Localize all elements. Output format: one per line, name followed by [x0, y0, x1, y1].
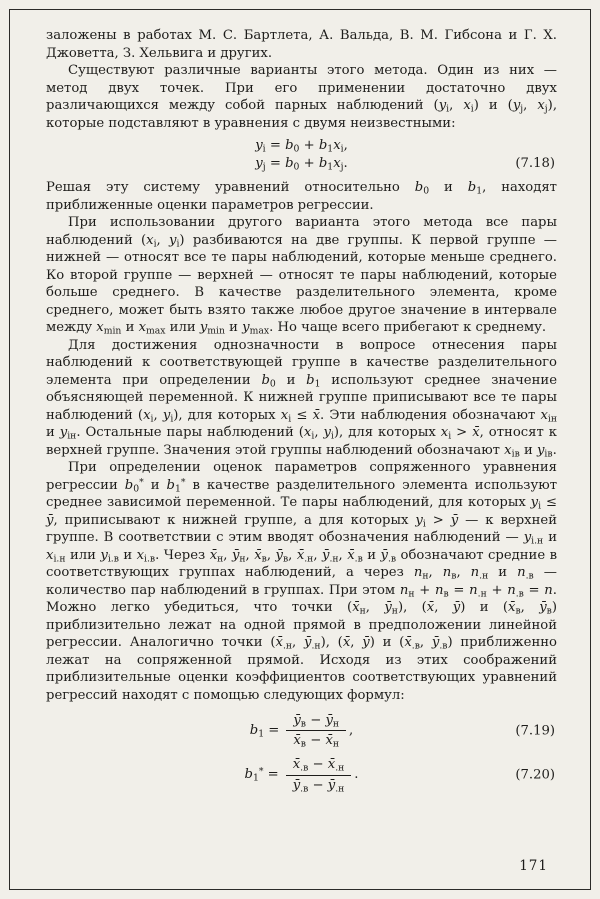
- equation-expression: [244, 757, 359, 795]
- paragraph-authors-continuation: заложены в работах М. С. Бартлета, А. Вальда, В. М. Гибсона и Г. Х. Джоветта, З. Хельвига и других.: [46, 28, 557, 61]
- equation-number: (7.19): [515, 722, 555, 738]
- equation-lhs: $b_1^*$ =: [244, 766, 279, 784]
- fraction-numerator: $x̄_{.в}$ − $x̄_{.н}$: [292, 757, 345, 774]
- equation-7-19: [46, 713, 557, 748]
- paragraph-conjugate-regression: При определении оценок параметров сопряженного уравнения регрессии $b_0^*$ и $b_1^*$ в качестве разделительного элемента используют среднее зависимой переменной. Те пары наблюдений, для которых $y_i$ ≤ ȳ, приписывают к нижней группе, а для которых $y_i$ > ȳ — к верхней группе. В соответствии с этим вводят обозначения наблюдений — $y_{i.н}$ и $x_{i.н}$ или $y_{i.в}$ и $x_{i.в}$. Через $x̄_н$, $ȳ_н$, $x̄_в$, $ȳ_в$, $x̄_{.н}$, $ȳ_{.н}$, $x̄_{.в}$ и $ȳ_{.в}$ обозначают средние в соответствующих группах наблюдений, а через $n_н$, $n_в$, $n_{.н}$ и $n_{.в}$ — количество пар наблюдений в группах. При этом $n_н + n_в = n_{.н} + n_{.в} = n$. Можно легко убедиться, что точки ($x̄_н$, $ȳ_н$), (x̄, ȳ) и ($x̄_в$, $ȳ_в$) приблизительно лежат на одной прямой в предположении линейной регрессии. Аналогично точки ($x̄_{.н}$, $ȳ_{.н}$), (x̄, ȳ) и ($x̄_{.в}$, $ȳ_{.в}$) приближенно лежат на сопряженной прямой. Исходя из этих соображений приблизительные оценки коэффициентов соответствующих уравнений регрессий находят с помощью следующих формул:: [46, 460, 558, 703]
- fraction-denominator: $x̄_в$ − $x̄_н$: [286, 730, 346, 748]
- paragraph-solving-system: Решая эту систему уравнений относительно $b_0$ и $b_1$, находят приближенные оценки параметров регрессии.: [46, 180, 557, 213]
- fraction-denominator: $ȳ_{.в}$ − $ȳ_{.н}$: [286, 775, 352, 793]
- equation-line-1: $y_i = b_0 + b_1x_i$,: [255, 138, 348, 155]
- paragraph-two-groups-variant: При использовании другого варианта этого метода все пары наблюдений ($x_i$, $y_i$) разбиваются на две группы. К первой группе — нижней — относят все те пары наблюдений, которые меньше среднего. Ко второй группе — верхней — относят те пары наблюдений, которые больше среднего. В качестве разделительного элемента, кроме среднего, может быть взято также любое другое значение в интервале между $x_{min}$ и $x_{max}$ или $y_{min}$ и $y_{max}$. Но чаще всего прибегают к среднему.: [46, 215, 557, 337]
- equation-number: (7.20): [515, 767, 555, 783]
- page-number: 171: [519, 858, 548, 874]
- fraction: [286, 757, 352, 795]
- equation-punctuation: ,: [349, 722, 354, 738]
- paragraph-group-assignment: Для достижения однозначности в вопросе отнесения пары наблюдений к соответствующей группе в качестве разделительного элемента при определении $b_0$ и $b_1$ используют среднее значение объясняющей переменной. К нижней группе приписывают все те пары наблюдений ($x_i$, $y_i$), для которых $x_i$ ≤ x̄. Эти наблюдения обозначают $x_{iн}$ и $y_{iн}$. Остальные пары наблюдений ($x_i$, $y_i$), для которых $x_i$ > x̄, относят к верхней группе. Значения этой группы наблюдений обозначают $x_{iв}$ и $y_{iв}$.: [46, 337, 557, 460]
- equation-expression: [250, 713, 354, 748]
- equation-7-18: [46, 137, 557, 173]
- fraction-numerator: $ȳ_в$ − $ȳ_н$: [293, 713, 340, 730]
- equation-7-20: [46, 757, 557, 795]
- equation-line-2: $y_j = b_0 + b_1x_j$.: [255, 156, 348, 173]
- equation-lhs: $b_1$ =: [249, 722, 280, 740]
- text-column: [46, 27, 557, 802]
- fraction: [286, 713, 346, 748]
- equation-number: (7.18): [515, 155, 555, 171]
- equation-lines: [46, 137, 557, 173]
- paragraph-two-point-method: Существуют различные варианты этого метода. Один из них — метод двух точек. При его применении достаточно двух различающихся между собой парных наблюдений ($y_i$, $x_i$) и ($y_j$, $x_j$), которые подставляют в уравнения с двумя неизвестными:: [46, 63, 558, 131]
- equation-punctuation: .: [354, 767, 359, 783]
